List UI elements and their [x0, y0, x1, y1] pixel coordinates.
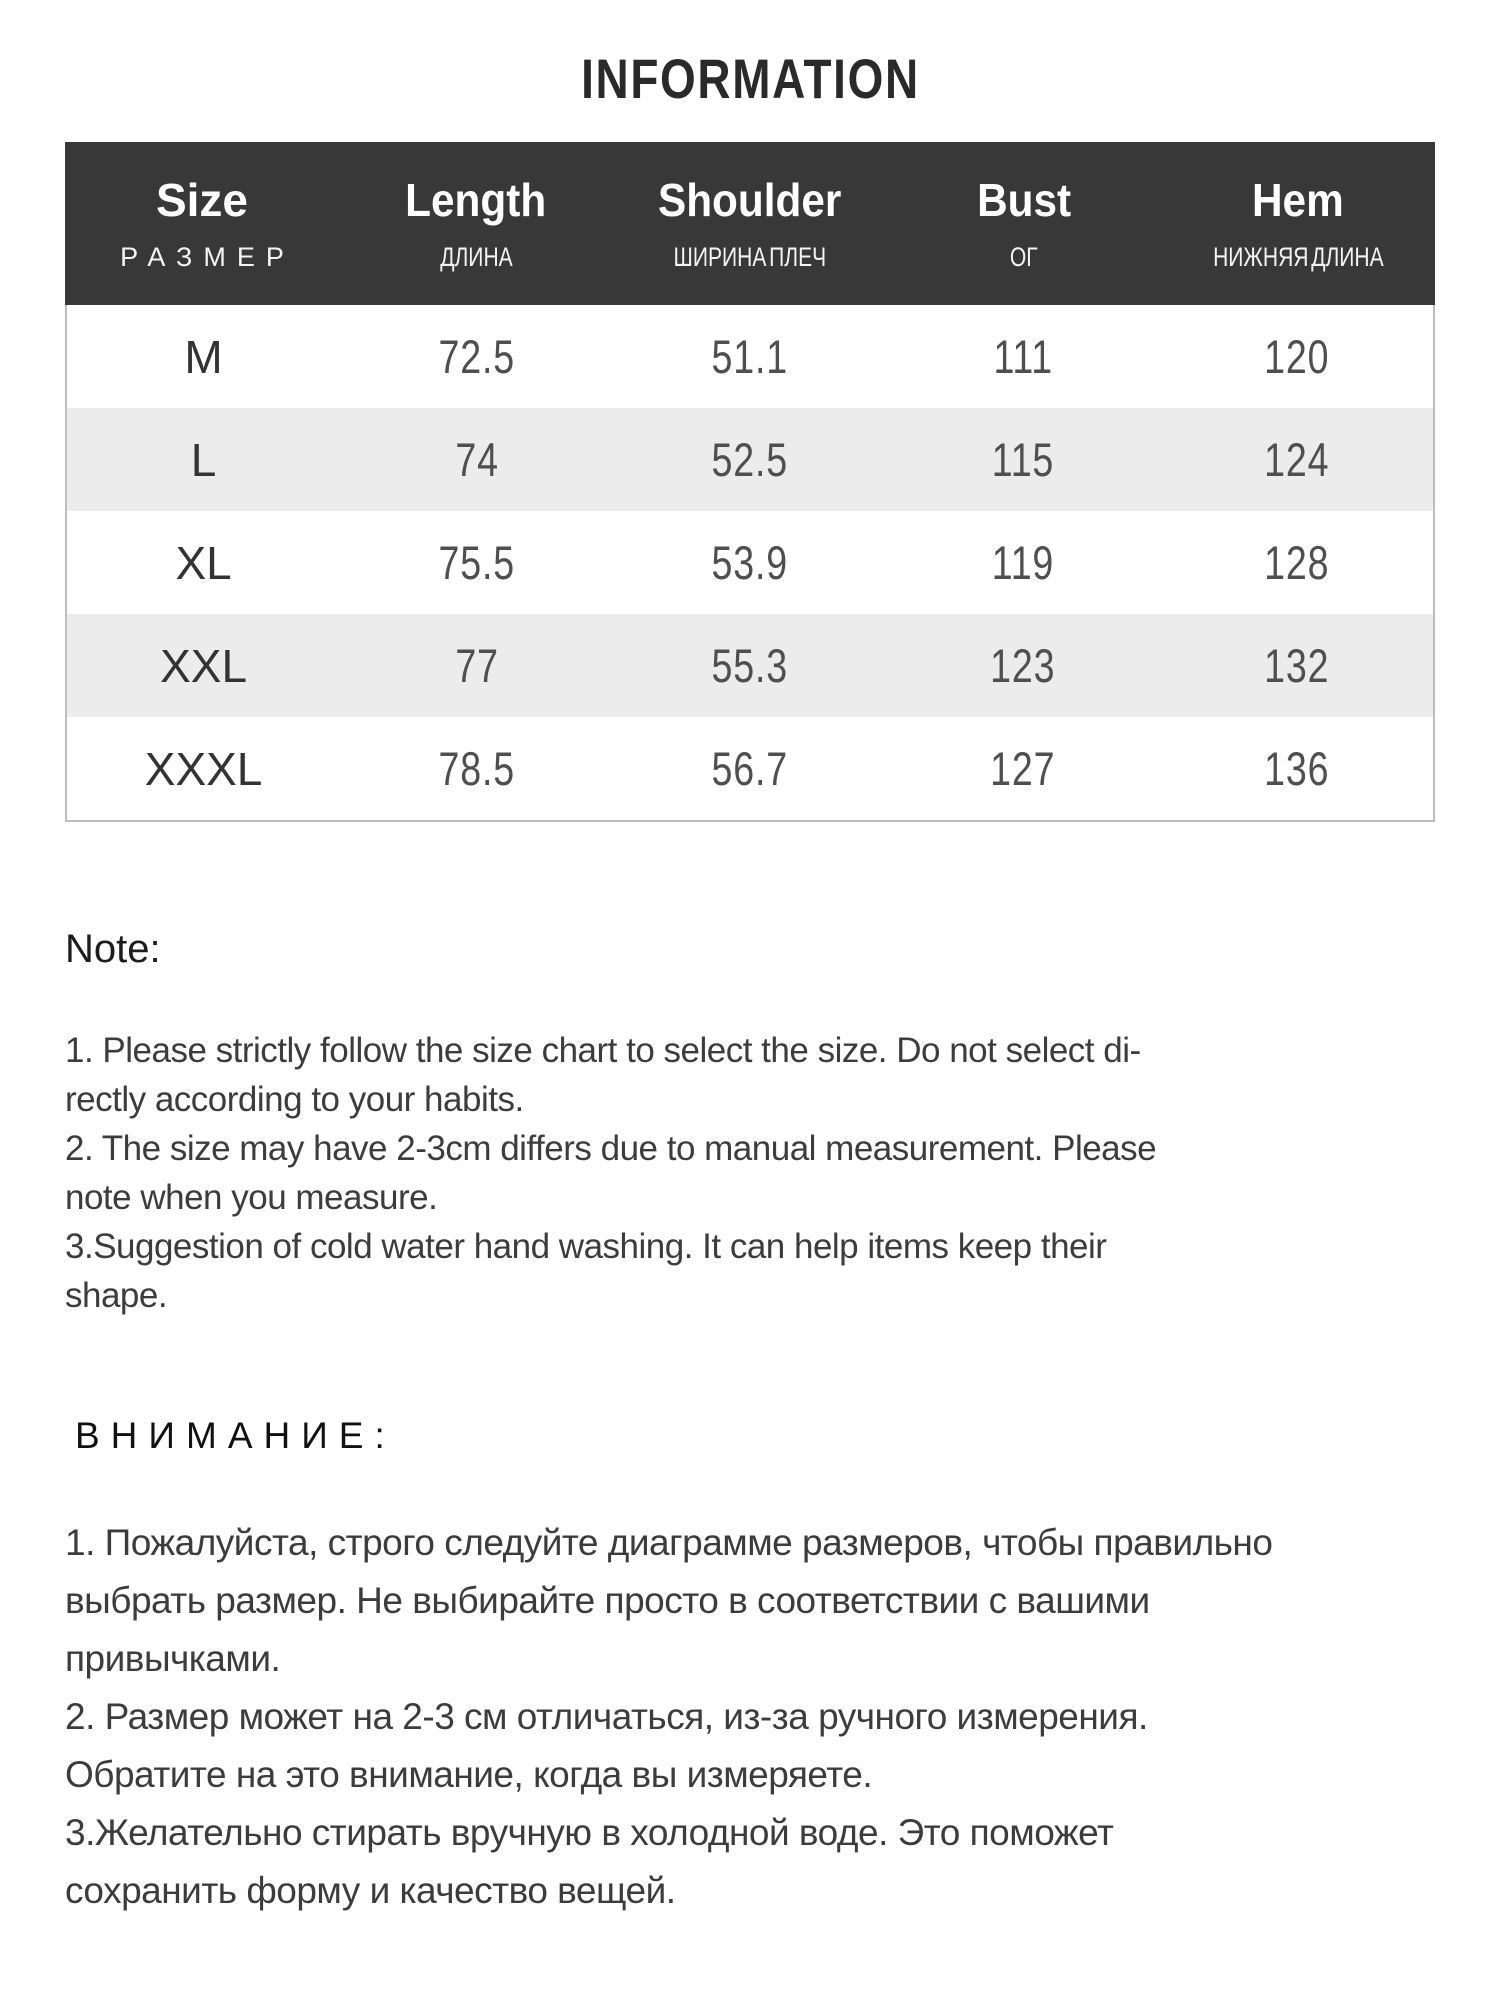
size-label: XXXL — [144, 742, 263, 795]
shoulder-value: 51.1 — [711, 330, 789, 383]
column-header-bust — [887, 142, 1161, 305]
size-label: M — [184, 330, 223, 383]
column-header-shoulder-en: Shoulder — [658, 174, 842, 226]
bust-value: 123 — [990, 639, 1056, 692]
size-chart-header-row — [65, 142, 1435, 305]
column-header-hem-en: Hem — [1252, 174, 1344, 226]
bust-value: 115 — [991, 433, 1055, 486]
note-line: 3.Желательно стирать вручную в холодной воде. Это поможет — [65, 1812, 1114, 1853]
table-row-xxl — [67, 614, 1433, 717]
hem-value: 136 — [1263, 742, 1329, 795]
column-header-bust-en: Bust — [976, 174, 1072, 226]
attention-heading: ВНИМАНИЕ: — [75, 1415, 396, 1456]
table-row-xxxl — [67, 717, 1433, 820]
table-row-xl — [67, 511, 1433, 614]
note-line: выбрать размер. Не выбирайте просто в соответствии с вашими — [65, 1580, 1150, 1621]
note-line: привычками. — [65, 1638, 281, 1679]
bust-value: 111 — [993, 330, 1053, 383]
size-label: XL — [175, 536, 232, 589]
column-header-size-en: Size — [155, 174, 249, 226]
note-line: note when you measure. — [65, 1178, 438, 1217]
column-header-length-ru: ДЛИНА — [439, 242, 513, 272]
table-row-l — [67, 408, 1433, 511]
note-line: 2. Размер может на 2-3 см отличаться, из-за ручного измерения. — [65, 1696, 1148, 1737]
column-header-size — [65, 142, 339, 305]
page-title-text: INFORMATION — [580, 47, 920, 110]
length-value: 77 — [455, 639, 499, 692]
note-line: сохранить форму и качество вещей. — [65, 1870, 676, 1911]
length-value: 78.5 — [438, 742, 515, 795]
note-line: 1. Пожалуйста, строго следуйте диаграмме размеров, чтобы правильно — [65, 1522, 1273, 1563]
length-value: 72.5 — [438, 330, 515, 383]
length-value: 75.5 — [438, 536, 515, 589]
column-header-hem-ru: НИЖНЯЯ ДЛИНА — [1212, 242, 1384, 272]
column-header-length-en: Length — [405, 174, 547, 226]
length-value: 74 — [455, 433, 499, 486]
note-line: Обратите на это внимание, когда вы измеряете. — [65, 1754, 873, 1795]
bust-value: 127 — [990, 742, 1056, 795]
note-section-english — [65, 926, 1465, 1320]
hem-value: 120 — [1263, 330, 1329, 383]
size-label: L — [190, 433, 217, 486]
shoulder-value: 56.7 — [711, 742, 789, 795]
column-header-bust-ru: ОГ — [1010, 242, 1038, 272]
column-header-size-ru: РАЗМЕР — [120, 242, 295, 272]
attention-body — [65, 1514, 1465, 1920]
note-line: 2. The size may have 2-3cm differs due to manual measurement. Please — [65, 1129, 1157, 1168]
note-section-russian — [65, 1414, 1465, 1920]
size-chart-body — [65, 305, 1435, 822]
table-row-m — [67, 305, 1433, 408]
hem-value: 124 — [1263, 433, 1329, 486]
note-line: shape. — [65, 1276, 168, 1315]
size-chart-table — [65, 142, 1435, 822]
hem-value: 128 — [1263, 536, 1329, 589]
size-label: XXL — [160, 639, 248, 692]
note-body — [65, 1026, 1465, 1320]
shoulder-value: 55.3 — [711, 639, 789, 692]
shoulder-value: 52.5 — [711, 433, 789, 486]
page-title — [0, 0, 1500, 110]
hem-value: 132 — [1263, 639, 1329, 692]
column-header-shoulder — [613, 142, 887, 305]
note-line: 1. Please strictly follow the size chart to select the size. Do not select di- — [65, 1031, 1141, 1070]
note-line: rectly according to your habits. — [65, 1080, 524, 1119]
column-header-hem — [1161, 142, 1435, 305]
bust-value: 119 — [991, 536, 1055, 589]
note-line: 3.Suggestion of cold water hand washing. It can help items keep their — [65, 1227, 1107, 1266]
column-header-length — [339, 142, 613, 305]
note-heading: Note: — [65, 927, 161, 971]
column-header-shoulder-ru: ШИРИНА ПЛЕЧ — [673, 242, 827, 272]
shoulder-value: 53.9 — [711, 536, 789, 589]
